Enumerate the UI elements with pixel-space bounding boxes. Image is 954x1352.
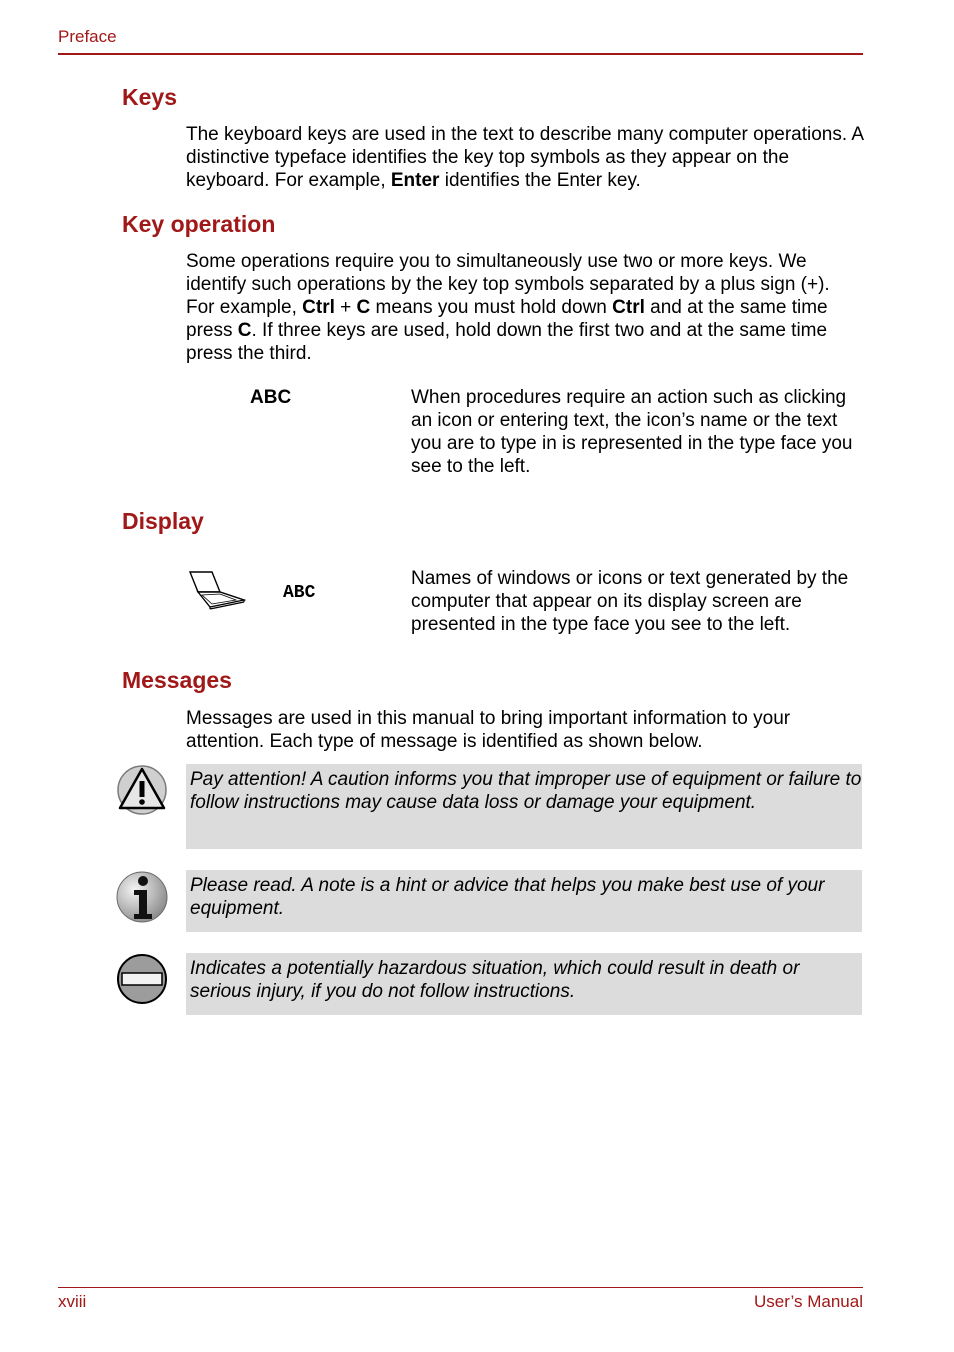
footer-rule (58, 1287, 863, 1288)
display-example-label: ABC (283, 583, 316, 603)
messages-intro: Messages are used in this manual to bring important information to your attention. Each type of message is identified as shown below. (186, 708, 791, 752)
info-icon (116, 870, 168, 929)
header-rule (58, 53, 863, 55)
section-heading-messages: Messages (122, 667, 232, 693)
display-example-description: Names of windows or icons or text generated by the computer that appear on its display screen are presented in the type face you see to the left. (411, 568, 849, 635)
key-example-label: ABC (250, 387, 292, 408)
section-heading-display: Display (122, 508, 204, 534)
section-heading-key-operation: Key operation (122, 211, 276, 237)
section-heading-keys: Keys (122, 84, 177, 110)
caution-message: Pay attention! A caution informs you that improper use of equipment or failure to follow instructions may cause data loss or damage your equipment. (186, 764, 862, 849)
key-example-description: When procedures require an action such as clicking an icon or entering text, the icon’s name or the text you are to type in is represented in the type face you see to the left. (411, 387, 853, 477)
key-operation-paragraph: Some operations require you to simultaneously use two or more keys. We identify such operations by the key top symbols separated by a plus sign (+). For example, Ctrl + C means you must hold down Ctrl and at the same time press C. If three keys are used, hold down the first two and at the same time press the third. (186, 251, 830, 364)
manual-title: User’s Manual (754, 1292, 863, 1311)
page-number: xviii (58, 1292, 87, 1311)
keys-paragraph: The keyboard keys are used in the text to describe many computer operations. A distinctive typeface identifies the key top symbols as they appear on the keyboard. For example, Enter identifies the Enter key. (186, 124, 863, 191)
running-header: Preface (58, 27, 117, 46)
note-message: Please read. A note is a hint or advice that helps you make best use of your equipment. (186, 870, 862, 932)
laptop-icon (186, 570, 246, 615)
caution-icon (116, 764, 168, 821)
warning-message: Indicates a potentially hazardous situation, which could result in death or serious injury, if you do not follow instructions. (186, 953, 862, 1015)
warning-icon (116, 953, 168, 1010)
